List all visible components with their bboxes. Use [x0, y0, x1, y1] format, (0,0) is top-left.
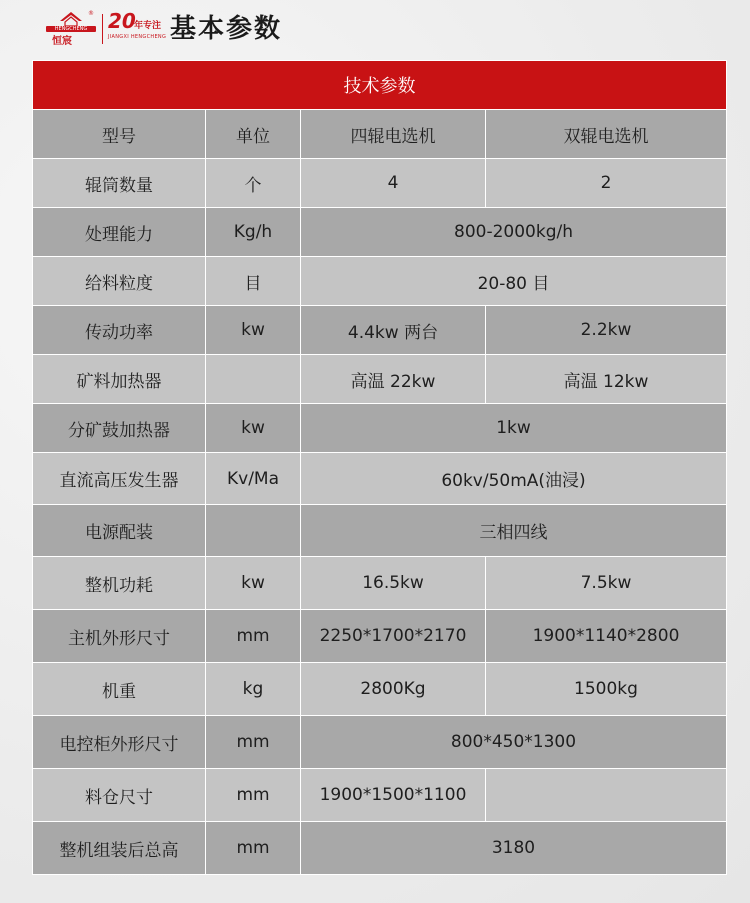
param-name-cell: 整机组装后总高 [33, 822, 206, 875]
spec-table [32, 60, 727, 875]
table-row [33, 404, 727, 453]
param-unit-cell [206, 355, 301, 404]
param-name-cell: 主机外形尺寸 [33, 610, 206, 663]
table-row [33, 610, 727, 663]
param-name-cell: 给料粒度 [33, 257, 206, 306]
param-value-four-roller-cell: 4 [301, 159, 486, 208]
param-unit-cell: 个 [206, 159, 301, 208]
param-name-cell: 料仓尺寸 [33, 769, 206, 822]
param-unit-cell: kw [206, 306, 301, 355]
param-value-merged-cell: 三相四线 [301, 505, 727, 557]
param-value-merged-cell: 60kv/50mA(油浸) [301, 453, 727, 505]
param-value-two-roller-cell: 2 [486, 159, 727, 208]
table-row [33, 716, 727, 769]
page-header [40, 8, 740, 52]
param-unit-cell: mm [206, 769, 301, 822]
param-unit-cell: kg [206, 663, 301, 716]
param-unit-cell: mm [206, 610, 301, 663]
param-value-merged-cell: 3180 [301, 822, 727, 875]
years-subtitle: JIANGXI HENGCHENG [108, 34, 167, 40]
header-divider [102, 14, 103, 44]
param-unit-cell: kw [206, 404, 301, 453]
logo-band-text: HENGCHENG [54, 26, 88, 32]
company-logo [46, 10, 96, 47]
param-value-two-roller-cell: 高温 12kw [486, 355, 727, 404]
table-row [33, 453, 727, 505]
param-value-four-roller-cell: 高温 22kw [301, 355, 486, 404]
years-suffix: 年专注 [134, 21, 162, 31]
house-logo-icon [60, 12, 82, 26]
param-name-cell: 电控柜外形尺寸 [33, 716, 206, 769]
param-name-cell: 直流高压发生器 [33, 453, 206, 505]
param-name-cell: 辊筒数量 [33, 159, 206, 208]
param-name-cell: 整机功耗 [33, 557, 206, 610]
param-name-cell: 分矿鼓加热器 [33, 404, 206, 453]
param-unit-cell: 目 [206, 257, 301, 306]
table-row [33, 769, 727, 822]
param-unit-cell: mm [206, 822, 301, 875]
table-caption: 技术参数 [33, 61, 727, 110]
header-four-roller: 四辊电选机 [301, 110, 486, 159]
table-row [33, 505, 727, 557]
header-unit: 单位 [206, 110, 301, 159]
param-name-cell: 矿料加热器 [33, 355, 206, 404]
param-value-two-roller-cell: 2.2kw [486, 306, 727, 355]
param-unit-cell: Kg/h [206, 208, 301, 257]
param-value-merged-cell: 800*450*1300 [301, 716, 727, 769]
table-row [33, 663, 727, 716]
table-row [33, 257, 727, 306]
years-badge [108, 10, 168, 46]
table-row [33, 557, 727, 610]
param-value-merged-cell: 20-80 目 [301, 257, 727, 306]
param-name-cell: 机重 [33, 663, 206, 716]
logo-seal: ® [88, 10, 94, 17]
param-value-two-roller-cell: 1900*1140*2800 [486, 610, 727, 663]
table-header-row [33, 110, 727, 159]
header-model: 型号 [33, 110, 206, 159]
param-value-merged-cell: 1kw [301, 404, 727, 453]
param-value-two-roller-cell [486, 769, 727, 822]
param-value-merged-cell: 800-2000kg/h [301, 208, 727, 257]
param-value-two-roller-cell: 7.5kw [486, 557, 727, 610]
table-row [33, 306, 727, 355]
param-value-four-roller-cell: 16.5kw [301, 557, 486, 610]
param-value-four-roller-cell: 2800Kg [301, 663, 486, 716]
header-two-roller: 双辊电选机 [486, 110, 727, 159]
param-unit-cell [206, 505, 301, 557]
years-number: 20 [108, 9, 136, 33]
param-value-two-roller-cell: 1500kg [486, 663, 727, 716]
param-value-four-roller-cell: 2250*1700*2170 [301, 610, 486, 663]
param-name-cell: 处理能力 [33, 208, 206, 257]
table-row [33, 822, 727, 875]
param-value-four-roller-cell: 1900*1500*1100 [301, 769, 486, 822]
param-unit-cell: kw [206, 557, 301, 610]
page-title: 基本参数 [170, 14, 283, 44]
table-row [33, 208, 727, 257]
param-name-cell: 电源配装 [33, 505, 206, 557]
param-name-cell: 传动功率 [33, 306, 206, 355]
table-row [33, 159, 727, 208]
logo-brand: 恒宸 [52, 36, 72, 47]
param-unit-cell: Kv/Ma [206, 453, 301, 505]
param-value-four-roller-cell: 4.4kw 两台 [301, 306, 486, 355]
param-unit-cell: mm [206, 716, 301, 769]
table-row [33, 355, 727, 404]
